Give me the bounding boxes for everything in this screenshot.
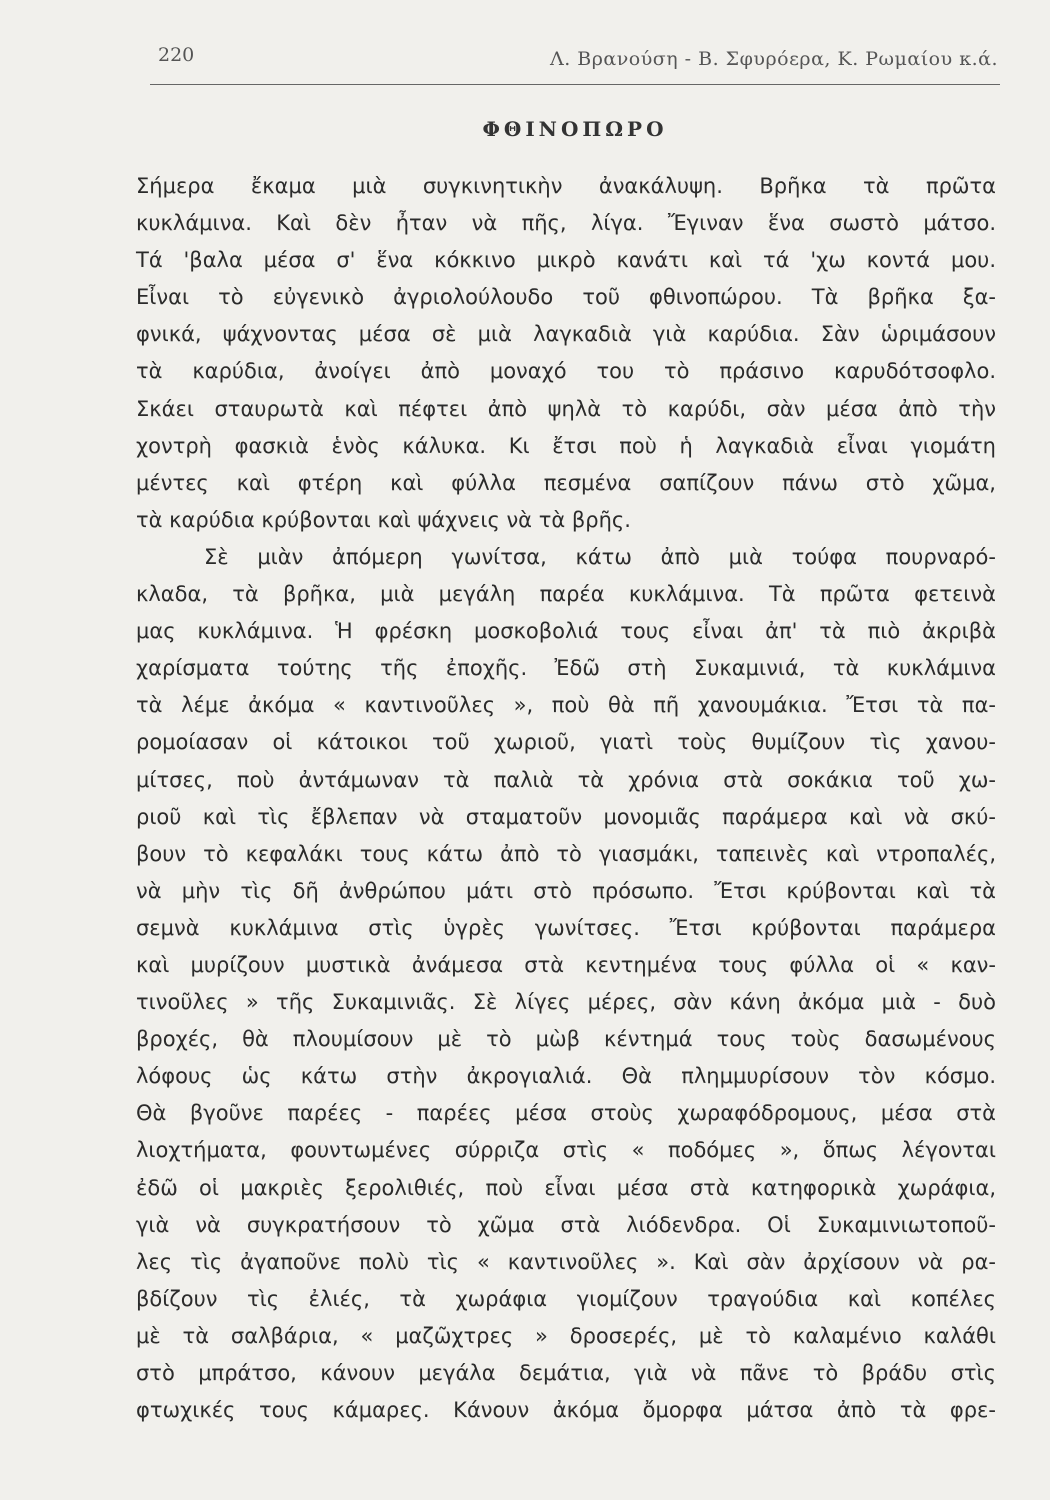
text-line: ἐδῶ οἱ μακριὲς ξερολιθιές, ποὺ εἶναι μέσα στὰ κατηφορικὰ χωράφια, — [136, 1175, 996, 1200]
text-line: νὰ μὴν τὶς δῆ ἀνθρώπου μάτι στὸ πρόσωπο. Ἔτσι κρύβονται καὶ τὰ — [136, 878, 996, 903]
text-line: χοντρὴ φασκιὰ ἑνὸς κάλυκα. Κι ἔτσι ποὺ ἡ λαγκαδιὰ εἶναι γιομάτη — [136, 433, 996, 458]
text-line: Εἶναι τὸ εὐγενικὸ ἀγριολούλουδο τοῦ φθινοπώρου. Τὰ βρῆκα ξα- — [136, 285, 996, 310]
text-line: ρομοίασαν οἱ κάτοικοι τοῦ χωριοῦ, γιατὶ τοὺς θυμίζουν τὶς χανου- — [136, 730, 996, 755]
text-line: φτωχικές τους κάμαρες. Κάνουν ἀκόμα ὄμορφα μάτσα ἀπὸ τὰ φρε- — [136, 1398, 996, 1423]
text-line: μέντες καὶ φτέρη καὶ φύλλα πεσμένα σαπίζουν πάνω στὸ χῶμα, — [136, 470, 996, 495]
text-line: Σήμερα ἔκαμα μιὰ συγκινητικὴν ἀνακάλυψη. Βρῆκα τὰ πρῶτα — [136, 174, 996, 198]
text-line: μας κυκλάμινα. Ἡ φρέσκη μοσκοβολιά τους εἶναι ἀπ' τὰ πιὸ ἀκριβὰ — [136, 619, 996, 644]
text-line: καὶ μυρίζουν μυστικὰ ἀνάμεσα στὰ κεντημένα τους φύλλα οἱ « καν- — [136, 952, 996, 977]
text-line: ριοῦ καὶ τὶς ἔβλεπαν νὰ σταματοῦν μονομιᾶς παράμερα καὶ νὰ σκύ- — [136, 804, 996, 829]
text-line: βουν τὸ κεφαλάκι τους κάτω ἀπὸ τὸ γιασμάκι, ταπεινὲς καὶ ντροπαλές, — [136, 841, 996, 866]
text-line: Σὲ μιὰν ἀπόμερη γωνίτσα, κάτω ἀπὸ μιὰ τούφα πουρναρό- — [204, 544, 996, 569]
text-line: τὰ καρύδια κρύβονται καὶ ψάχνεις νὰ τὰ βρῆς. — [136, 507, 631, 532]
text-line: φνικά, ψάχνοντας μέσα σὲ μιὰ λαγκαδιὰ γιὰ καρύδια. Σὰν ὡριμάσουν — [136, 322, 996, 347]
text-line: κυκλάμινα. Καὶ δὲν ἦταν νὰ πῆς, λίγα. Ἔγιναν ἕνα σωστὸ μάτσο. — [136, 211, 996, 236]
text-line: βδίζουν τὶς ἐλιές, τὰ χωράφια γιομίζουν τραγούδια καὶ κοπέλες — [136, 1286, 996, 1311]
page-number: 220 — [158, 44, 195, 66]
text-line: βροχές, θὰ πλουμίσουν μὲ τὸ μὼβ κέντημά τους τοὺς δασωμένους — [136, 1027, 996, 1052]
chapter-title: ΦΘΙΝΟΠΩΡΟ — [482, 117, 668, 141]
text-line: λες τὶς ἀγαποῦνε πολὺ τὶς « καντινοῦλες ». Καὶ σὰν ἀρχίσουν νὰ ρα- — [136, 1249, 996, 1274]
text-line: λιοχτήματα, φουντωμένες σύρριζα στὶς « ποδόμες », ὅπως λέγονται — [136, 1138, 996, 1163]
text-line: Σκάει σταυρωτὰ καὶ πέφτει ἀπὸ ψηλὰ τὸ καρύδι, σὰν μέσα ἀπὸ τὴν — [136, 396, 996, 421]
text-line: σεμνὰ κυκλάμινα στὶς ὑγρὲς γωνίτσες. Ἔτσι κρύβονται παράμερα — [136, 915, 996, 940]
text-line: λόφους ὡς κάτω στὴν ἀκρογιαλιά. Θὰ πλημμυρίσουν τὸν κόσμο. — [136, 1064, 996, 1089]
text-line: Τά 'βαλα μέσα σ' ἕνα κόκκινο μικρὸ κανάτι καὶ τά 'χω κοντά μου. — [136, 248, 996, 273]
running-head: Λ. Βρανούση - Β. Σφυρόερα, Κ. Ρωμαίου κ.ά. — [549, 48, 998, 70]
text-line: κλαδα, τὰ βρῆκα, μιὰ μεγάλη παρέα κυκλάμινα. Τὰ πρῶτα φετεινὰ — [136, 582, 996, 607]
text-line: χαρίσματα τούτης τῆς ἐποχῆς. Ἐδῶ στὴ Συκαμινιά, τὰ κυκλάμινα — [136, 656, 996, 681]
body-text — [136, 168, 996, 1429]
text-line: τινοῦλες » τῆς Συκαμινιᾶς. Σὲ λίγες μέρες, σὰν κάνη ἀκόμα μιὰ - δυὸ — [136, 990, 996, 1015]
text-line: γιὰ νὰ συγκρατήσουν τὸ χῶμα στὰ λιόδενδρα. Οἱ Συκαμινιωτοποῦ- — [136, 1212, 996, 1237]
text-line: μὲ τὰ σαλβάρια, « μαζῶχτρες » δροσερές, μὲ τὸ καλαμένιο καλάθι — [136, 1323, 996, 1348]
text-line: τὰ καρύδια, ἀνοίγει ἀπὸ μοναχό του τὸ πράσινο καρυδότσοφλο. — [136, 359, 996, 384]
text-line: Θὰ βγοῦνε παρέες - παρέες μέσα στοὺς χωραφόδρομους, μέσα στὰ — [136, 1101, 996, 1126]
text-line: στὸ μπράτσο, κάνουν μεγάλα δεμάτια, γιὰ νὰ πᾶνε τὸ βράδυ στὶς — [136, 1361, 996, 1385]
header-rule — [150, 84, 1000, 85]
page-header — [150, 40, 1000, 80]
text-line: μίτσες, ποὺ ἀντάμωναν τὰ παλιὰ τὰ χρόνια στὰ σοκάκια τοῦ χω- — [136, 767, 996, 792]
text-line: τὰ λέμε ἀκόμα « καντινοῦλες », ποὺ θὰ πῆ χανουμάκια. Ἔτσι τὰ πα- — [136, 693, 996, 718]
